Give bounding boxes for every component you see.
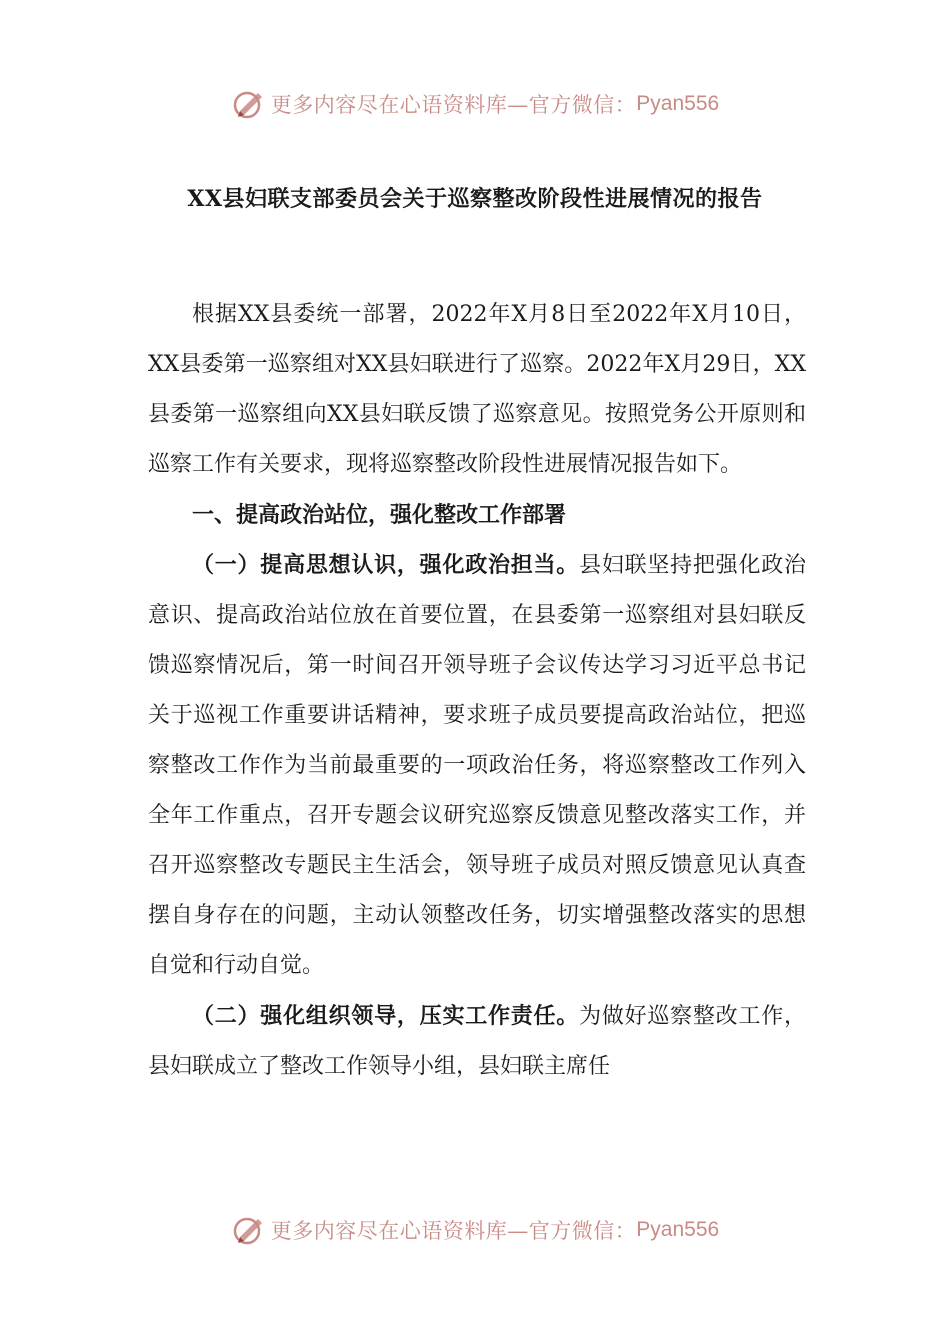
pen-logo-icon [231,1212,267,1248]
subsection-2-heading: （二）强化组织领导，压实工作责任。 [192,1003,580,1029]
document-body [148,290,806,1092]
watermark-id: Pyan556 [636,92,720,115]
section-heading: 一、提高政治站位，强化整改工作部署 [192,502,567,528]
watermark-text: 更多内容尽在心语资料库—官方微信： [270,1219,637,1243]
intro-paragraph: 根据XX县委统一部署，2022年X月8日至2022年X月10日，XX县委第一巡察组对XX县妇联进行了巡察。2022年X月29日，XX县委第一巡察组向XX县妇联反馈了巡察意见。按照党务公开原则和巡察工作有关要求，现将巡察整改阶段性进展情况报告如下。 [148,302,806,477]
subsection-1-heading: （一）提高思想认识，强化政治担当。 [192,552,580,578]
subsection-2-body: 为做好巡察整改工作，县妇联成立了整改工作领导小组，县妇联主席任 [148,1004,806,1079]
watermark-footer [0,1210,950,1250]
watermark-text: 更多内容尽在心语资料库—官方微信： [270,93,637,117]
subsection-2-paragraph [148,991,806,1092]
watermark-id: Pyan556 [636,1218,720,1241]
subsection-1-paragraph [148,540,806,991]
document-title: XX县妇联支部委员会关于巡察整改阶段性进展情况的报告 [187,186,763,212]
pen-logo-icon [231,86,267,122]
subsection-1-body: 县妇联坚持把强化政治意识、提高政治站位放在首要位置，在县委第一巡察组对县妇联反馈巡察情况后，第一时间召开领导班子会议传达学习习近平总书记关于巡视工作重要讲话精神，要求班子成员要提高政治站位，把巡察整改工作作为当前最重要的一项政治任务，将巡察整改工作列入全年工作重点，召开专题会议研究巡察反馈意见整改落实工作，并召开巡察整改专题民主生活会，领导班子成员对照反馈意见认真查摆自身存在的问题，主动认领整改任务，切实增强整改落实的思想自觉和行动自觉。 [148,553,806,978]
watermark-header [0,84,950,124]
